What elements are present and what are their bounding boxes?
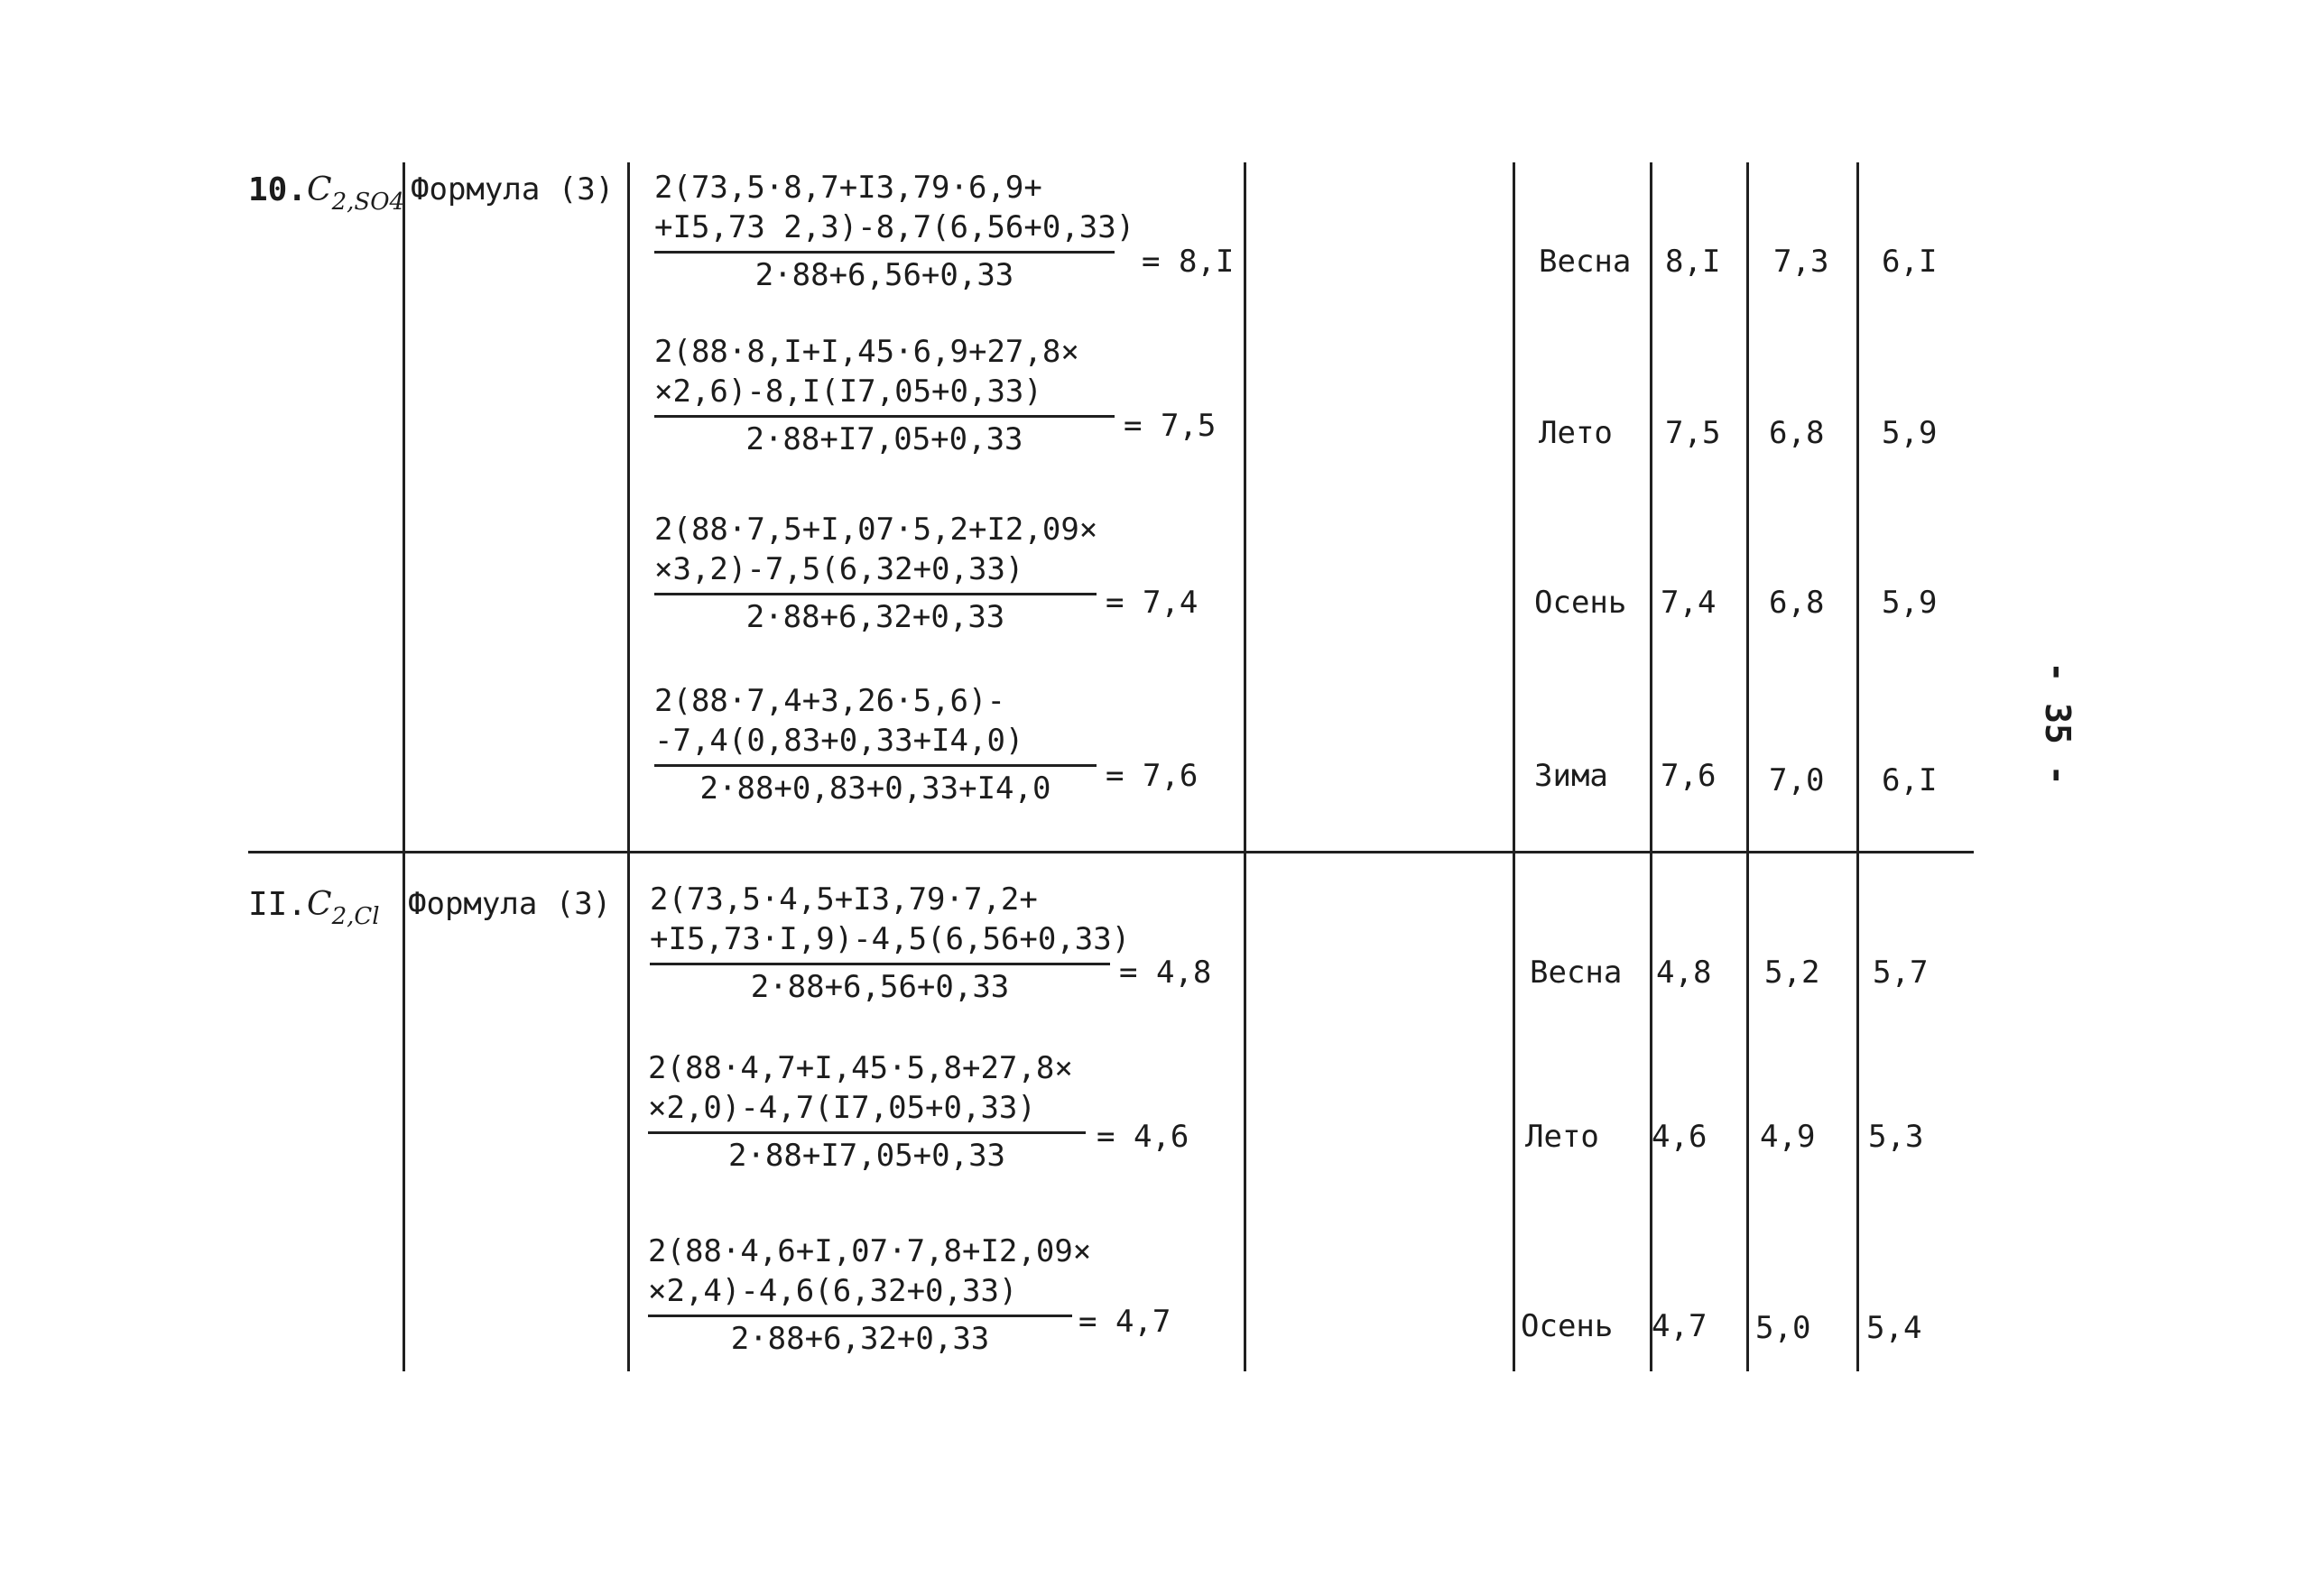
season-label: Лето bbox=[1525, 1119, 1599, 1155]
value-col-3: 5,9 bbox=[1882, 415, 1938, 451]
formula-denominator: 2·88+6,32+0,33 bbox=[745, 599, 1005, 635]
formula-denominator: 2·88+0,83+0,33+I4,0 bbox=[699, 770, 1051, 807]
fraction-bar bbox=[654, 415, 1115, 418]
season-label: Зима bbox=[1534, 758, 1608, 794]
method-label: Формула (3) bbox=[411, 171, 615, 208]
formula-denominator: 2·88+6,56+0,33 bbox=[754, 257, 1014, 293]
season-label: Весна bbox=[1530, 955, 1623, 991]
fraction-bar bbox=[654, 764, 1097, 767]
season-label: Осень bbox=[1534, 585, 1627, 621]
column-divider-method bbox=[627, 162, 630, 1371]
formula-numerator-line-2: +I5,73·I,9)-4,5(6,56+0,33) bbox=[650, 921, 1131, 957]
section-subscript: 2,Cl bbox=[331, 903, 380, 930]
fraction-bar bbox=[654, 251, 1115, 254]
column-divider-season bbox=[1513, 162, 1515, 1371]
value-col-1: 4,8 bbox=[1656, 955, 1712, 991]
value-col-2: 7,3 bbox=[1773, 244, 1829, 280]
value-col-3: 6,I bbox=[1882, 762, 1938, 798]
formula bbox=[654, 168, 1135, 295]
value-col-1: 4,6 bbox=[1652, 1119, 1708, 1155]
season-label: Осень bbox=[1521, 1308, 1614, 1344]
season-label: Лето bbox=[1539, 415, 1613, 451]
value-col-2: 5,2 bbox=[1764, 955, 1820, 991]
formula bbox=[654, 681, 1097, 808]
formula-numerator-line-2: -7,4(0,83+0,33+I4,0) bbox=[654, 723, 1024, 759]
formula-result: = 4,6 bbox=[1097, 1119, 1189, 1155]
formula bbox=[648, 1232, 1092, 1359]
formula-result: = 4,8 bbox=[1119, 955, 1212, 991]
section-number: 10. bbox=[248, 171, 308, 208]
formula-numerator-line-2: ×2,4)-4,6(6,32+0,33) bbox=[648, 1273, 1018, 1309]
fraction-bar bbox=[650, 963, 1110, 965]
value-col-2: 5,0 bbox=[1755, 1310, 1811, 1346]
section-label bbox=[248, 886, 380, 936]
formula-numerator-line-1: 2(73,5·4,5+I3,79·7,2+ bbox=[650, 881, 1038, 918]
column-divider-v2 bbox=[1746, 162, 1749, 1371]
value-col-1: 8,I bbox=[1665, 244, 1721, 280]
formula bbox=[650, 880, 1131, 1007]
column-divider-v1 bbox=[1650, 162, 1652, 1371]
formula-numerator-line-2: +I5,73 2,3)-8,7(6,56+0,33) bbox=[654, 209, 1135, 245]
formula-numerator-line-1: 2(88·4,7+I,45·5,8+27,8× bbox=[648, 1050, 1073, 1086]
value-col-3: 5,9 bbox=[1882, 585, 1938, 621]
season-label: Весна bbox=[1539, 244, 1632, 280]
formula bbox=[654, 510, 1097, 637]
value-col-3: 5,7 bbox=[1873, 955, 1929, 991]
formula-numerator-line-1: 2(73,5·8,7+I3,79·6,9+ bbox=[654, 170, 1042, 206]
column-divider-v3 bbox=[1856, 162, 1859, 1371]
formula-numerator-line-1: 2(88·7,5+I,07·5,2+I2,09× bbox=[654, 512, 1098, 548]
section-symbol: C bbox=[307, 886, 332, 923]
formula-denominator: 2·88+6,32+0,33 bbox=[730, 1321, 990, 1357]
value-col-1: 4,7 bbox=[1652, 1308, 1708, 1344]
value-col-3: 5,4 bbox=[1866, 1310, 1922, 1346]
value-col-2: 7,0 bbox=[1769, 762, 1825, 798]
section-symbol: C bbox=[307, 171, 332, 208]
value-col-3: 5,3 bbox=[1868, 1119, 1924, 1155]
formula-denominator: 2·88+6,56+0,33 bbox=[750, 969, 1010, 1005]
formula-numerator-line-2: ×2,0)-4,7(I7,05+0,33) bbox=[648, 1090, 1036, 1126]
formula-numerator-line-2: ×3,2)-7,5(6,32+0,33) bbox=[654, 551, 1024, 587]
formula-result: = 8,I bbox=[1142, 244, 1235, 280]
formula-numerator-line-1: 2(88·4,6+I,07·7,8+I2,09× bbox=[648, 1233, 1092, 1269]
section-number: II. bbox=[248, 886, 308, 923]
section-subscript: 2,SO4 bbox=[331, 189, 405, 216]
formula-denominator: 2·88+I7,05+0,33 bbox=[745, 421, 1023, 457]
column-divider-formula bbox=[1244, 162, 1246, 1371]
method-label: Формула (3) bbox=[408, 886, 612, 922]
formula-result: = 7,4 bbox=[1106, 585, 1199, 621]
formula-result: = 7,5 bbox=[1124, 408, 1217, 444]
value-col-2: 6,8 bbox=[1769, 585, 1825, 621]
value-col-2: 6,8 bbox=[1769, 415, 1825, 451]
formula-result: = 4,7 bbox=[1078, 1304, 1171, 1340]
fraction-bar bbox=[654, 593, 1097, 595]
value-col-2: 4,9 bbox=[1760, 1119, 1816, 1155]
fraction-bar bbox=[648, 1315, 1072, 1317]
fraction-bar bbox=[648, 1131, 1086, 1134]
formula-denominator: 2·88+I7,05+0,33 bbox=[727, 1138, 1006, 1174]
value-col-1: 7,5 bbox=[1665, 415, 1721, 451]
formula bbox=[648, 1048, 1086, 1176]
value-col-1: 7,4 bbox=[1661, 585, 1717, 621]
formula-numerator-line-1: 2(88·8,I+I,45·6,9+27,8× bbox=[654, 334, 1079, 370]
formula-result: = 7,6 bbox=[1106, 758, 1199, 794]
column-divider-label bbox=[403, 162, 405, 1371]
value-col-1: 7,6 bbox=[1661, 758, 1717, 794]
value-col-3: 6,I bbox=[1882, 244, 1938, 280]
formula bbox=[654, 332, 1115, 459]
page-number: - 35 - bbox=[2038, 661, 2078, 786]
section-separator bbox=[248, 851, 1974, 853]
formula-numerator-line-2: ×2,6)-8,I(I7,05+0,33) bbox=[654, 374, 1042, 410]
section-label bbox=[248, 171, 404, 221]
formula-numerator-line-1: 2(88·7,4+3,26·5,6)- bbox=[654, 683, 1005, 719]
